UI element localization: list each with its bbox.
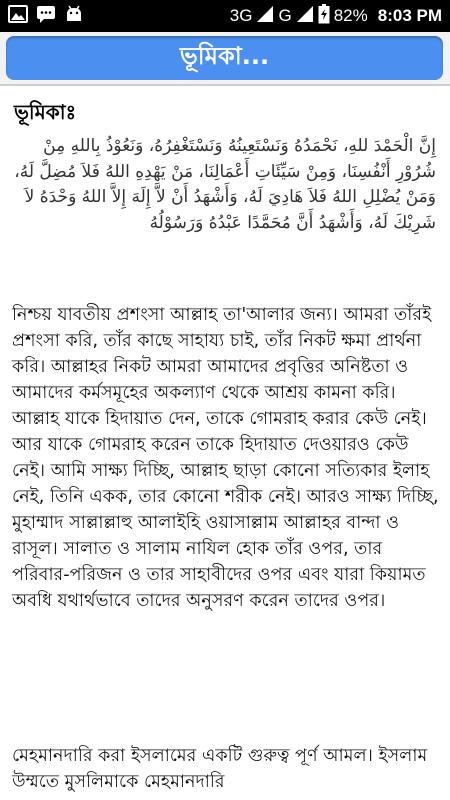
battery-icon (318, 4, 330, 29)
article-heading: ভূমিকাঃ (14, 100, 77, 124)
network-type-label: 3G (229, 6, 253, 25)
title-button[interactable] (6, 36, 443, 80)
signal-icon (256, 5, 274, 28)
page-title: ভূমিকা... (179, 42, 270, 70)
network-type-label-2: G (278, 6, 292, 25)
article-content[interactable] (0, 86, 450, 800)
paragraph: নিশ্চয় যাবতীয় প্রশংসা আল্লাহ তা'আলার জন্য। আমরা তাঁরই প্রশংসা করি, তাঁর কাছে সাহায্য চাই, তাঁর নিকট ক্ষমা প্রার্থনা করি। আল্লাহর নিকট আমরা আমাদের প্রবৃত্তির অনিষ্টতা ও আমাদের কর্মসমূহের অকল্যাণ থেকে আশ্রয় কামনা করি। আল্লাহ যাকে হিদায়াত দেন, তাকে গোমরাহ করার কেউ নেই। আর যাকে গোমরাহ করেন তাকে হিদায়াত দেওয়ারও কেউ নেই। আমি সাক্ষ্য দিচ্ছি, আল্লাহ ছাড়া কোনো সত্যিকার ইলাহ নেই, তিনি একক, তার কোনো শরীক নেই। আরও সাক্ষ্য দিচ্ছি, মুহাম্মাদ সাল্লাল্লাহু আলাইহি ওয়াসাল্লাম আল্লাহর বান্দা ও রাসূল। সালাত ও সালাম নাযিল হোক তাঁর ওপর, তার পরিবার-পরিজন ও তার সাহাবীদের ওপর এবং যারা কিয়ামত অবধি যথার্থভাবে তাদের অনুসরণ করেন তাদের ওপর। (12, 305, 439, 611)
battery-percent: 82% (333, 6, 368, 25)
chat-icon (36, 5, 56, 27)
header (0, 32, 450, 84)
arabic-text: إِنَّ الْحَمْدَ للهِ، نَحْمَدُهُ وَنَسْتَعِينُهُ وَنَسْتَغْفِرُهُ، وَنَعُوْذُ بِاللهِ مِنْ شُرُوْرِ أَنْفُسِنَا، وَمِنْ سَيِّئَاتِ أَعْمَالِنَا، مَنْ يَهْدِهِ اللهُ فَلاَ مُضِلَّ لَهُ، وَمَنْ يُضْلِلِ اللهُ فَلاَ هَادِيَ لَهُ، وَأَشْهَدُ أَنْ لاَّ إِلَهَ إِلاَّ اللهُ وَحْدَهُ لاَ شَرِيْكَ لَهُ، وَأَشْهَدُ أَنَّ مُحَمَّدًا عَبْدُهُ وَرَسُوْلُهُ (14, 136, 436, 233)
paragraph: মেহমানদারি করা ইসলামের একটি গুরুত্ব পূর্ণ আমল। ইসলাম উম্মতে মুসলিমাকে মেহমানদারি (12, 746, 428, 792)
signal-icon (296, 5, 314, 28)
status-bar (0, 0, 450, 32)
image-icon (8, 5, 28, 27)
android-icon (64, 5, 84, 27)
clock: 8:03 PM (377, 6, 442, 25)
